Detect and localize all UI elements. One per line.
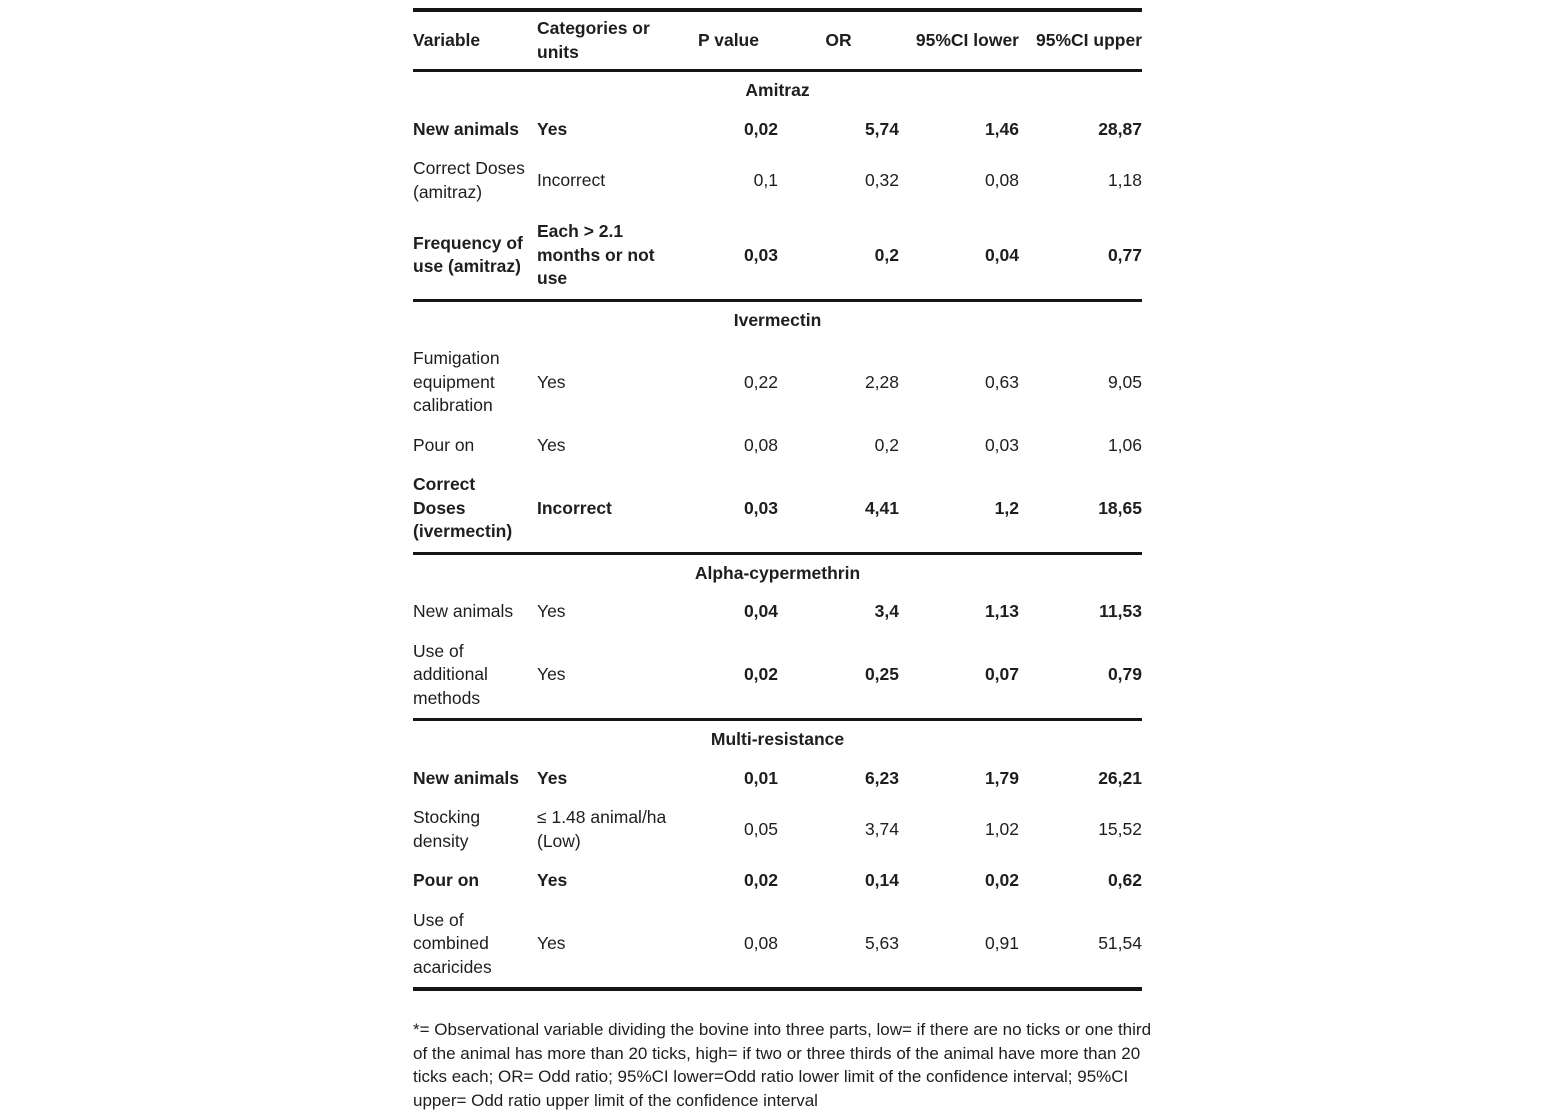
cell-variable: Correct Doses (amitraz) xyxy=(413,158,525,202)
cell-ci-upper: 28,87 xyxy=(1098,118,1142,139)
cell-ci-lower: 1,46 xyxy=(984,118,1019,139)
cell-p-value: 0,03 xyxy=(743,244,778,265)
column-header-or: OR xyxy=(825,29,852,50)
cell-category: Yes xyxy=(537,371,566,392)
cell-p-value: 0,1 xyxy=(753,169,778,190)
header-row xyxy=(413,10,1142,71)
cell-variable: Correct Doses (ivermectin) xyxy=(413,474,513,541)
cell-variable: New animals xyxy=(413,118,520,139)
cell-variable: Stocking density xyxy=(413,807,481,851)
cell-p-value: 0,02 xyxy=(743,664,778,684)
cell-p-value: 0,08 xyxy=(743,434,778,455)
table-row xyxy=(413,465,1142,553)
cell-category: Incorrect xyxy=(537,169,606,190)
table-row xyxy=(413,212,1142,300)
cell-variable: Use of additional methods xyxy=(413,640,488,708)
cell-p-value: 0,01 xyxy=(743,767,778,788)
table-row xyxy=(413,149,1142,212)
cell-or: 0,2 xyxy=(874,434,899,455)
cell-p-value: 0,04 xyxy=(743,601,778,621)
section-title: Amitraz xyxy=(745,80,810,100)
table-row xyxy=(413,632,1142,720)
cell-ci-lower: 0,91 xyxy=(984,933,1019,953)
cell-variable: New animals xyxy=(413,601,514,621)
cell-ci-upper: 0,62 xyxy=(1107,870,1142,890)
cell-variable: Pour on xyxy=(413,434,475,455)
cell-ci-upper: 51,54 xyxy=(1098,933,1142,953)
table-row xyxy=(413,110,1142,150)
table-row xyxy=(413,426,1142,466)
column-header-ci-lower: 95%CI lower xyxy=(915,29,1019,50)
cell-ci-upper: 26,21 xyxy=(1098,767,1142,788)
results-table-wrap xyxy=(413,8,1152,1112)
section-title-row xyxy=(413,553,1142,592)
cell-or: 3,4 xyxy=(874,601,899,621)
cell-or: 0,25 xyxy=(864,664,899,684)
cell-ci-lower: 0,03 xyxy=(984,434,1019,455)
cell-category: Each > 2.1 months or not use xyxy=(537,221,655,288)
cell-category: Yes xyxy=(537,664,566,684)
cell-ci-upper: 11,53 xyxy=(1099,601,1142,621)
cell-or: 6,23 xyxy=(864,767,899,788)
cell-category: Yes xyxy=(537,118,568,139)
cell-ci-upper: 9,05 xyxy=(1107,371,1142,392)
cell-variable: Use of combined acaricides xyxy=(413,909,492,977)
cell-or: 0,32 xyxy=(864,169,899,190)
cell-or: 0,14 xyxy=(864,870,899,890)
section-title: Ivermectin xyxy=(733,309,822,330)
cell-category: Yes xyxy=(537,870,568,890)
cell-ci-lower: 1,2 xyxy=(994,497,1019,518)
cell-ci-upper: 1,18 xyxy=(1107,169,1142,190)
footnote: *= Observational variable dividing the bovine into three parts, low= if there are no ticks or one third of the animal has more than 20 ticks, high= if two or three thirds of the animal have more than 20 ticks each; OR= Odd ratio; 95%CI lower=Odd ratio lower limit of the confidence interval; 95%CI upper= Odd ratio upper limit of the confidence interval xyxy=(413,1020,1152,1110)
table-row xyxy=(413,861,1142,901)
cell-or: 3,74 xyxy=(864,818,899,839)
column-header-categories: Categories or units xyxy=(537,18,650,62)
cell-ci-lower: 1,02 xyxy=(984,818,1019,839)
cell-p-value: 0,22 xyxy=(743,371,778,392)
cell-category: Yes xyxy=(537,933,566,953)
cell-variable: Frequency of use (amitraz) xyxy=(413,232,523,277)
column-header-ci-upper: 95%CI upper xyxy=(1036,29,1142,50)
column-header-variable: Variable xyxy=(413,29,481,50)
cell-ci-lower: 0,02 xyxy=(984,870,1019,890)
cell-variable: Pour on xyxy=(413,870,480,890)
cell-ci-upper: 15,52 xyxy=(1098,818,1142,839)
cell-category: Yes xyxy=(537,601,566,621)
cell-p-value: 0,02 xyxy=(743,870,778,890)
cell-category: Yes xyxy=(537,767,568,788)
section-title-row xyxy=(413,71,1142,110)
section-title-row xyxy=(413,720,1142,759)
table-row xyxy=(413,759,1142,799)
column-header-p-value: P value xyxy=(698,29,759,50)
cell-ci-lower: 1,79 xyxy=(984,767,1019,788)
section-title: Alpha-cypermethrin xyxy=(694,562,861,583)
cell-variable: Fumigation equipment calibration xyxy=(413,348,500,415)
cell-ci-upper: 18,65 xyxy=(1098,497,1142,518)
cell-category: ≤ 1.48 animal/ha (Low) xyxy=(537,807,667,851)
cell-ci-lower: 0,07 xyxy=(984,664,1019,684)
cell-category: Yes xyxy=(537,434,566,455)
table-row xyxy=(413,592,1142,632)
cell-ci-lower: 0,04 xyxy=(984,244,1019,265)
cell-p-value: 0,05 xyxy=(743,818,778,839)
cell-ci-lower: 0,63 xyxy=(984,371,1019,392)
cell-or: 0,2 xyxy=(874,244,899,265)
table-row xyxy=(413,798,1142,861)
cell-or: 2,28 xyxy=(864,371,899,392)
cell-ci-upper: 1,06 xyxy=(1107,434,1142,455)
section-title-row xyxy=(413,300,1142,339)
section-title: Multi-resistance xyxy=(710,729,845,749)
cell-category: Incorrect xyxy=(537,497,612,518)
cell-p-value: 0,02 xyxy=(743,118,778,139)
cell-p-value: 0,08 xyxy=(743,933,778,953)
cell-ci-upper: 0,79 xyxy=(1107,664,1142,684)
cell-or: 5,63 xyxy=(864,933,899,953)
cell-or: 5,74 xyxy=(864,118,899,139)
results-table xyxy=(413,8,1142,991)
cell-ci-upper: 0,77 xyxy=(1107,244,1142,265)
cell-ci-lower: 0,08 xyxy=(984,169,1019,190)
cell-or: 4,41 xyxy=(864,497,899,518)
cell-p-value: 0,03 xyxy=(743,497,778,518)
cell-variable: New animals xyxy=(413,767,520,788)
table-row xyxy=(413,901,1142,990)
cell-ci-lower: 1,13 xyxy=(984,601,1019,621)
table-row xyxy=(413,339,1142,426)
